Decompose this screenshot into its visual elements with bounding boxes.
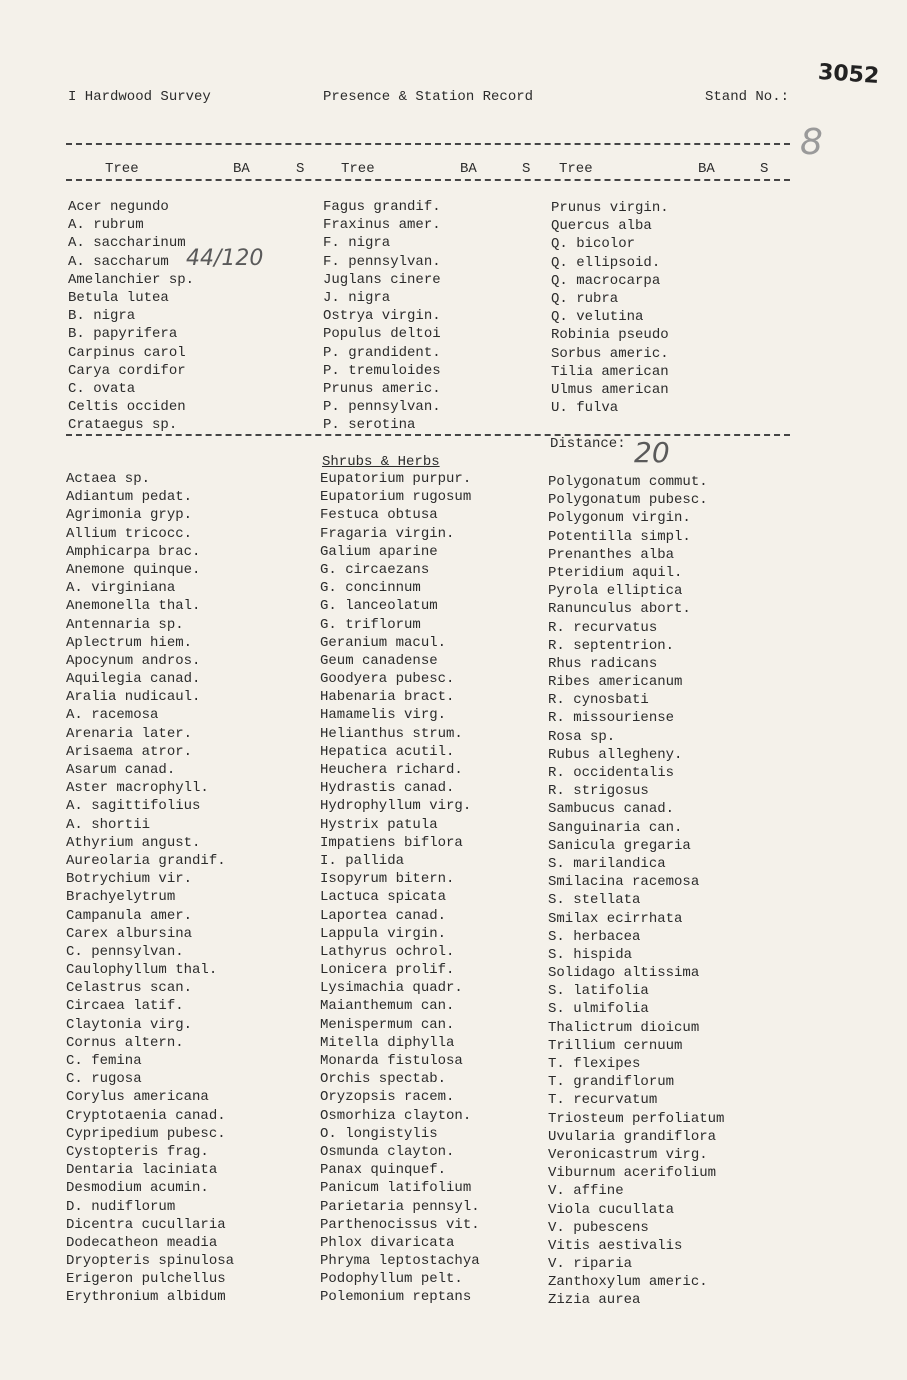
species-entry: O. longistylis	[320, 1125, 438, 1142]
species-entry: Populus deltoi	[323, 326, 441, 343]
stand-number: 3052	[817, 59, 881, 90]
species-entry: S. ulmifolia	[548, 1001, 649, 1018]
col-header-s-3: S	[760, 161, 769, 177]
species-entry: Hydrophyllum virg.	[320, 798, 472, 815]
species-entry: Panax quinquef.	[320, 1162, 447, 1179]
species-entry: Prunus americ.	[323, 380, 441, 397]
species-entry: P. serotina	[323, 417, 416, 434]
species-entry: V. pubescens	[548, 1219, 649, 1236]
species-entry: Trillium cernuum	[548, 1037, 683, 1054]
species-entry: Smilacina racemosa	[548, 874, 700, 891]
species-entry: Osmunda clayton.	[320, 1143, 455, 1160]
species-entry: V. riparia	[548, 1256, 633, 1273]
species-entry: Sanguinaria can.	[548, 819, 683, 836]
species-entry: Brachyelytrum	[66, 889, 176, 906]
species-entry: Celtis occiden	[68, 399, 186, 416]
species-entry: Mitella diphylla	[320, 1034, 455, 1051]
species-entry: Robinia pseudo	[551, 327, 669, 344]
species-entry: Helianthus strum.	[320, 725, 463, 742]
divider-top	[66, 143, 790, 145]
species-entry: Hydrastis canad.	[320, 780, 455, 797]
species-entry: Q. velutina	[551, 309, 644, 326]
species-entry: Veronicastrum virg.	[548, 1146, 708, 1163]
species-entry: A. sagittifolius	[66, 798, 201, 815]
species-entry: Maianthemum can.	[320, 998, 455, 1015]
species-entry: F. pennsylvan.	[323, 253, 441, 270]
species-entry: Crataegus sp.	[68, 417, 178, 434]
species-entry: G. triflorum	[320, 616, 421, 633]
species-entry: Prenanthes alba	[548, 546, 675, 563]
species-entry: Quercus alba	[551, 218, 652, 235]
species-entry: Orchis spectab.	[320, 1071, 447, 1088]
species-entry: Polygonatum pubesc.	[548, 492, 708, 509]
species-entry: S. hispida	[548, 946, 633, 963]
species-entry: F. nigra	[323, 235, 391, 252]
species-entry: Caulophyllum thal.	[66, 962, 218, 979]
species-entry: Monarda fistulosa	[320, 1053, 463, 1069]
species-entry: S. herbacea	[548, 928, 641, 945]
species-entry: Pyrola elliptica	[548, 583, 683, 600]
col-header-ba-1: BA	[233, 161, 250, 177]
tally-annotation: 44/120	[186, 246, 264, 271]
species-entry: Viola cucullata	[548, 1201, 675, 1218]
species-entry: Sanicula gregaria	[548, 837, 691, 854]
species-entry: Q. rubra	[551, 290, 619, 307]
divider-trees	[66, 434, 790, 436]
species-entry: Erigeron pulchellus	[66, 1271, 226, 1288]
species-entry: Rubus allegheny.	[548, 746, 683, 763]
species-entry: Oryzopsis racem.	[320, 1089, 455, 1106]
species-entry: Panicum latifolium	[320, 1180, 472, 1197]
species-entry: T. grandiflorum	[548, 1074, 675, 1091]
species-entry: Adiantum pedat.	[66, 489, 193, 506]
species-entry: Lathyrus ochrol.	[320, 943, 455, 960]
herb-list-col1	[66, 470, 234, 1307]
species-entry: Actaea sp.	[66, 471, 151, 487]
distance-label: Distance:	[550, 436, 626, 452]
col-header-s-1: S	[296, 161, 305, 177]
species-entry: S. latifolia	[548, 983, 649, 1000]
species-entry: G. concinnum	[320, 580, 421, 597]
species-entry: Anemonella thal.	[66, 598, 201, 615]
species-entry: Amelanchier sp.	[68, 271, 195, 288]
species-entry: Fagus grandif.	[323, 199, 441, 215]
col-header-tree-3: Tree	[559, 161, 593, 177]
species-entry: A. shortii	[66, 816, 151, 833]
species-entry: Phlox divaricata	[320, 1234, 455, 1251]
species-entry: P. pennsylvan.	[323, 399, 441, 416]
species-entry: T. flexipes	[548, 1056, 641, 1072]
tree-list-col3	[551, 199, 669, 417]
species-entry: Menispermum can.	[320, 1016, 455, 1033]
species-entry: Arenaria later.	[66, 725, 193, 742]
species-entry: Antennaria sp.	[66, 616, 184, 633]
species-entry: P. grandident.	[323, 344, 441, 361]
species-entry: Vitis aestivalis	[548, 1237, 683, 1254]
species-entry: A. saccharinum	[68, 235, 186, 252]
species-entry: Carex albursina	[66, 925, 193, 942]
species-entry: V. affine	[548, 1183, 624, 1200]
species-entry: Geum canadense	[320, 652, 438, 669]
species-entry: Triosteum perfoliatum	[548, 1110, 725, 1127]
herb-list-col2	[320, 470, 480, 1307]
species-entry: Amphicarpa brac.	[66, 543, 201, 560]
species-entry: R. cynosbati	[548, 692, 649, 709]
species-entry: Pteridium aquil.	[548, 564, 683, 581]
species-entry: Q. bicolor	[551, 236, 636, 253]
species-entry: I. pallida	[320, 852, 405, 869]
species-entry: C. rugosa	[66, 1071, 142, 1088]
species-entry: Tilia american	[551, 363, 669, 380]
tree-list-col1	[68, 198, 194, 434]
species-entry: Geranium macul.	[320, 634, 447, 651]
species-entry: Solidago altissima	[548, 965, 700, 982]
species-entry: Circaea latif.	[66, 998, 184, 1015]
species-entry: C. femina	[66, 1053, 142, 1069]
species-entry: Impatiens biflora	[320, 834, 463, 851]
species-entry: Smilax ecirrhata	[548, 910, 683, 927]
species-entry: S. stellata	[548, 892, 641, 909]
species-entry: Acer negundo	[68, 199, 169, 215]
species-entry: Zanthoxylum americ.	[548, 1274, 708, 1291]
divider-header	[66, 179, 790, 181]
species-entry: Ulmus american	[551, 381, 669, 398]
species-entry: Hepatica acutil.	[320, 743, 455, 760]
species-entry: Hystrix patula	[320, 816, 438, 833]
species-entry: Prunus virgin.	[551, 200, 669, 216]
species-entry: Q. ellipsoid.	[551, 254, 661, 271]
species-entry: Galium aparine	[320, 543, 438, 560]
species-entry: Goodyera pubesc.	[320, 671, 455, 688]
species-entry: Laportea canad.	[320, 907, 447, 924]
col-header-ba-3: BA	[698, 161, 715, 177]
species-entry: Isopyrum bitern.	[320, 871, 455, 888]
species-entry: Cryptotaenia canad.	[66, 1107, 226, 1124]
species-entry: Osmorhiza clayton.	[320, 1107, 472, 1124]
species-entry: Allium tricocc.	[66, 525, 193, 542]
species-entry: Q. macrocarpa	[551, 272, 661, 289]
species-entry: Thalictrum dioicum	[548, 1019, 700, 1036]
species-entry: Claytonia virg.	[66, 1016, 193, 1033]
species-entry: R. septentrion.	[548, 637, 675, 654]
species-entry: R. missouriense	[548, 710, 675, 727]
species-entry: Podophyllum pelt.	[320, 1271, 463, 1288]
species-entry: Sorbus americ.	[551, 345, 669, 362]
species-entry: Juglans cinere	[323, 271, 441, 288]
species-entry: Ranunculus abort.	[548, 601, 691, 618]
species-entry: Athyrium angust.	[66, 834, 201, 851]
species-entry: Lonicera prolif.	[320, 962, 455, 979]
species-entry: U. fulva	[551, 400, 619, 417]
species-entry: Dentaria laciniata	[66, 1162, 218, 1179]
species-entry: Eupatorium rugosum	[320, 489, 472, 506]
record-title: Presence & Station Record	[323, 89, 534, 105]
species-entry: Cypripedium pubesc.	[66, 1125, 226, 1142]
species-entry: Dicentra cucullaria	[66, 1216, 226, 1233]
species-entry: Ribes americanum	[548, 674, 683, 691]
species-entry: R. strigosus	[548, 783, 649, 800]
species-entry: G. circaezans	[320, 561, 430, 578]
col-header-tree-2: Tree	[341, 161, 375, 177]
species-entry: Lactuca spicata	[320, 889, 447, 906]
species-entry: Dodecatheon meadia	[66, 1234, 218, 1251]
species-entry: Heuchera richard.	[320, 762, 463, 778]
species-entry: Apocynum andros.	[66, 652, 201, 669]
shrubs-heading: Shrubs & Herbs	[322, 454, 440, 470]
species-entry: Potentilla simpl.	[548, 528, 691, 545]
species-entry: Fraxinus amer.	[323, 217, 441, 234]
species-entry: Dryopteris spinulosa	[66, 1253, 235, 1270]
species-entry: Rosa sp.	[548, 728, 616, 745]
species-entry: S. marilandica	[548, 855, 666, 872]
species-entry: C. pennsylvan.	[66, 943, 184, 960]
species-entry: Aralia nudicaul.	[66, 689, 201, 706]
species-entry: G. lanceolatum	[320, 598, 438, 615]
species-entry: Phryma leptostachya	[320, 1253, 480, 1270]
species-entry: Sambucus canad.	[548, 801, 675, 818]
species-entry: Aquilegia canad.	[66, 671, 201, 688]
stand-label: Stand No.:	[705, 89, 790, 105]
species-entry: A. racemosa	[66, 707, 159, 724]
species-entry: Ostrya virgin.	[323, 308, 441, 325]
species-entry: Carya cordifor	[68, 362, 186, 379]
species-entry: Arisaema atror.	[66, 743, 193, 760]
species-entry: Parietaria pennsyl.	[320, 1198, 480, 1215]
distance-value: 20	[634, 436, 670, 469]
species-entry: Zizia aurea	[548, 1292, 641, 1309]
species-entry: R. recurvatus	[548, 619, 658, 636]
species-entry: Cornus altern.	[66, 1034, 184, 1051]
species-entry: Agrimonia gryp.	[66, 507, 193, 524]
species-entry: Lappula virgin.	[320, 925, 447, 942]
col-header-tree-1: Tree	[105, 161, 139, 177]
species-entry: Viburnum acerifolium	[548, 1165, 717, 1182]
species-entry: C. ovata	[68, 380, 136, 397]
herb-list-col3	[548, 473, 724, 1310]
species-entry: Betula lutea	[68, 289, 169, 306]
species-entry: Desmodium acumin.	[66, 1180, 209, 1197]
species-entry: Parthenocissus vit.	[320, 1216, 480, 1233]
stand-mark: 8	[800, 122, 823, 163]
species-entry: Hamamelis virg.	[320, 707, 447, 724]
species-entry: Festuca obtusa	[320, 507, 438, 524]
species-entry: Asarum canad.	[66, 762, 176, 778]
species-entry: P. tremuloides	[323, 362, 441, 379]
species-entry: B. nigra	[68, 308, 136, 325]
species-entry: Polemonium reptans	[320, 1289, 472, 1306]
species-entry: A. rubrum	[68, 217, 144, 234]
species-entry: D. nudiflorum	[66, 1198, 176, 1215]
species-entry: Corylus americana	[66, 1089, 209, 1106]
species-entry: Fragaria virgin.	[320, 525, 455, 542]
species-entry: B. papyrifera	[68, 326, 178, 343]
species-entry: Erythronium albidum	[66, 1289, 226, 1306]
species-entry: Rhus radicans	[548, 655, 658, 672]
survey-title: I Hardwood Survey	[68, 89, 211, 105]
species-entry: Botrychium vir.	[66, 871, 193, 888]
species-entry: Celastrus scan.	[66, 980, 193, 997]
col-header-s-2: S	[522, 161, 531, 177]
species-entry: R. occidentalis	[548, 765, 675, 781]
species-entry: Lysimachia quadr.	[320, 980, 463, 997]
tree-list-col2	[323, 198, 441, 434]
species-entry: Campanula amer.	[66, 907, 193, 924]
species-entry: Polygonum virgin.	[548, 510, 691, 527]
species-entry: Uvularia grandiflora	[548, 1128, 717, 1145]
species-entry: T. recurvatum	[548, 1092, 658, 1109]
species-entry: Carpinus carol	[68, 344, 186, 361]
species-entry: Eupatorium purpur.	[320, 471, 472, 487]
species-entry: Aplectrum hiem.	[66, 634, 193, 651]
species-entry: Polygonatum commut.	[548, 474, 708, 490]
species-entry: A. virginiana	[66, 580, 176, 597]
species-entry: Aster macrophyll.	[66, 780, 209, 797]
species-entry: Habenaria bract.	[320, 689, 455, 706]
species-entry: A. saccharum	[68, 253, 169, 270]
species-entry: Anemone quinque.	[66, 561, 201, 578]
species-entry: Aureolaria grandif.	[66, 852, 226, 869]
species-entry: Cystopteris frag.	[66, 1143, 209, 1160]
species-entry: J. nigra	[323, 289, 391, 306]
col-header-ba-2: BA	[460, 161, 477, 177]
